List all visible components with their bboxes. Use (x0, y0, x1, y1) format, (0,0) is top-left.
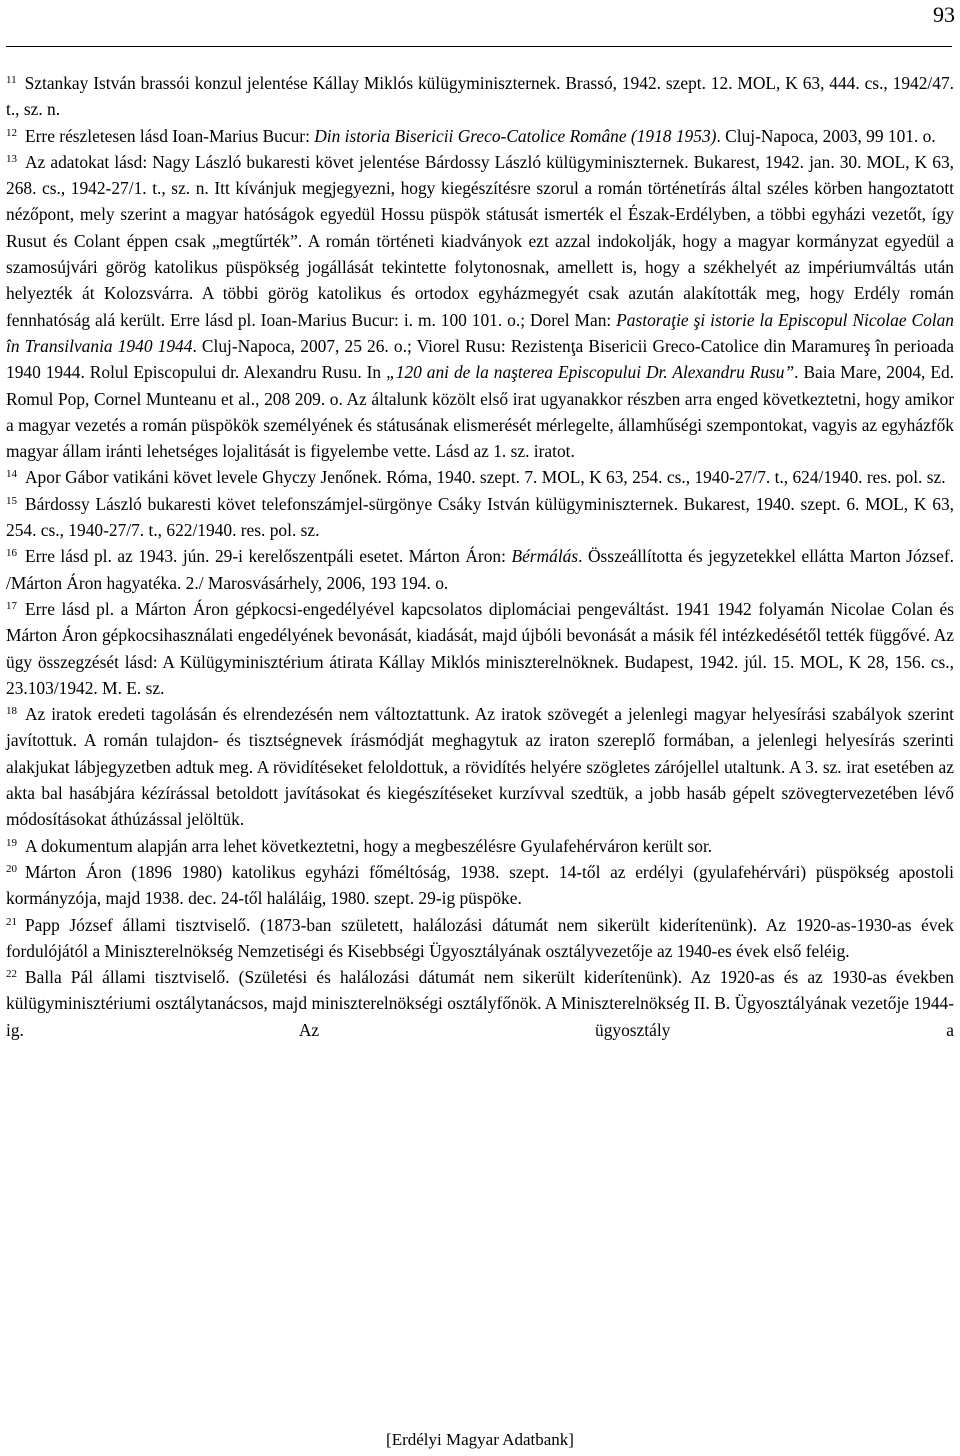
footnote (6, 859, 954, 912)
footnote-number: 12 (6, 126, 17, 139)
footnote (6, 491, 954, 544)
footnote-number: 17 (6, 599, 17, 612)
footnote-text: Márton Áron (1896 1980) katolikus egyházi főméltóság, 1938. szept. 14-től az erdélyi (gyulafehérvári) püspökség apostoli kormányzója, majd 1938. dec. 24-től haláláig, 1980. szept. 29-ig püspöke. (6, 861, 954, 909)
footnote (6, 964, 954, 1043)
footnote-separator (6, 46, 952, 47)
footnote-number: 15 (6, 494, 17, 507)
footnote-text: Erre részletesen lásd Ioan-Marius Bucur: Din istoria Bisericii Greco-Catolice Române (1918 1953). Cluj-Napoca, 2003, 99 101. o. (25, 125, 936, 146)
footnote-text: Sztankay István brassói konzul jelentése Kállay Miklós külügyminiszternek. Brassó, 1942. szept. 12. MOL, K 63, 444. cs., 1942/47. t., sz. n. (6, 73, 954, 120)
page-number: 93 (933, 2, 955, 27)
footnote (6, 149, 954, 465)
footnote-text: Papp József állami tisztviselő. (1873-ban született, halálozási dátumát nem sikerült kiderítenünk). Az 1920-as-1930-as évek fordulójától a Miniszterelnökség Nemzetiségi és Kisebbségi Ügyosztályának osztályvezetője az 1940-es évek első feléig. (6, 914, 954, 961)
footnote (6, 70, 954, 123)
footnote-text: Az iratok eredeti tagolásán és elrendezésén nem változtattunk. Az iratok szövegét a jelenlegi magyar helyesírási szabályok szerint javítottuk. A román tulajdon- és tisztségnevek írásmódját meghagytuk az iraton szereplő formában, a jelenlegi helyesírás szerinti alakjukat lábjegyzetben adtuk meg. A rövidítéseket feloldottuk, a rövidítés helyére szögletes zárójellel utaltunk. A 3. sz. irat esetében az akta bal hasábjára kézírással betoldott javításokat és kiegészítéseket kurzívval szedtük, a jobb hasáb gépelt szövegtervezetében lévő módosításokat áthúzással jelöltük. (6, 704, 954, 830)
footnote-number: 20 (6, 862, 17, 875)
footnote-text: Erre lásd pl. az 1943. jún. 29-i kerelőszentpáli esetet. Márton Áron: Bérmálás. Összeállította és jegyzetekkel ellátta Marton József. /Márton Áron hagyatéka. 2./ Marosvásárhely, 2006, 193 194. o. (6, 546, 954, 593)
footnote (6, 123, 954, 149)
footnote-number: 11 (6, 74, 17, 86)
footnote (6, 596, 954, 701)
footnote (6, 833, 954, 859)
footnote-text: Bárdossy László bukaresti követ telefonszámjel-sürgönye Csáky István külügyminiszternek. Bukarest, 1940. szept. 6. MOL, K 63, 254. cs., 1940-27/7. t., 622/1940. res. pol. sz. (6, 493, 954, 541)
footnote-number: 18 (6, 705, 17, 718)
footnote-number: 13 (6, 152, 17, 165)
footnote-number: 14 (6, 468, 17, 481)
footnote (6, 912, 954, 965)
footnote (6, 701, 954, 832)
footnote-text: Erre lásd pl. a Márton Áron gépkocsi-engedélyével kapcsolatos diplomáciai pengeváltást. 1941 1942 folyamán Nicolae Colan és Márton Áron gépkocsihasználati engedélyének bevonását, kiadását, majd újbóli bevonását a másik fél intézkedésétől tették függővé. Az ügy összegzését lásd: A Külügyminisztérium átirata Kállay Miklós miniszterelnöknek. Budapest, 1942. júl. 15. MOL, K 28, 156. cs., 23.103/1942. M. E. sz. (6, 598, 954, 698)
page-footer: [Erdélyi Magyar Adatbank] (386, 1430, 574, 1449)
footnotes (6, 70, 954, 1043)
footnote-number: 16 (6, 547, 17, 560)
footnote (6, 464, 954, 490)
footnote-text: A dokumentum alapján arra lehet következtetni, hogy a megbeszélésre Gyulafehérváron került sor. (25, 835, 713, 856)
footnote (6, 543, 954, 596)
footnote-text: Balla Pál állami tisztviselő. (Születési és halálozási dátumát nem sikerült kiderítenünk). Az 1920-as és az 1930-as években külügyminisztériumi osztálytanácsos, majd miniszterelnökségi osztályfőnök. A Miniszterelnökség II. B. Ügyosztályának vezetője 1944-ig. Az ügyosztály a (6, 967, 954, 1040)
footnote-number: 21 (6, 915, 17, 928)
footnote-number: 22 (6, 968, 17, 981)
footnote-text: Apor Gábor vatikáni követ levele Ghyczy Jenőnek. Róma, 1940. szept. 7. MOL, K 63, 254. cs., 1940-27/7. t., 624/1940. res. pol. sz. (25, 467, 946, 488)
footnote-number: 19 (6, 836, 17, 849)
footnote-text: Az adatokat lásd: Nagy László bukaresti követ jelentése Bárdossy László külügyminiszternek. Bukarest, 1942. jan. 30. MOL, K 63, 268. cs., 1942-27/1. t., sz. n. Itt kívánjuk megjegyezni, hogy kiegészítésre szorul a román történetírás által széles körben hangoztatott nézőpont, mely szerint a magyar hatóságok egyedül Hossu püspök státusát ismerték el Észak-Erdélyben, a többi egyházi vezetőt, így Rusut és Colant éppen csak „megtűrték”. A román történeti kiadványok ezt azzal indokolják, hogy a magyar kormányzat egyedül a szamosújvári görög katolikus püspökség jogállását tekintette folytonosnak, amellett is, hogy a székhelyét az impériumváltás után helyezték át Kolozsvárra. A többi görög katolikus és ortodox egyházmegyét csak azután alakították meg, hogy Erdély román fennhatóság alá került. Erre lásd pl. Ioan-Marius Bucur: i. m. 100 101. o.; Dorel Man: Pastoraţie şi istorie la Episcopul Nicolae Colan în Transilvania 1940 1944. Cluj-Napoca, 2007, 25 26. o.; Viorel Rusu: Rezistenţa Bisericii Greco-Catolice din Maramureş în perioada 1940 1944. Rolul Episcopului dr. Alexandru Rusu. In „120 ani de la naşterea Episcopului Dr. Alexandru Rusu”. Baia Mare, 2004, Ed. Romul Pop, Cornel Munteanu et al., 208 209. o. Az általunk közölt első irat ugyanakkor részben arra enged következtetni, hogy amikor a magyar vezetés a román püspökök személyének és státusának elismerését mérlegelte, államhűségi szempontokat, vagyis az egyházfők magyar állam iránti lehetséges lojalitását is figyelembe vette. Lásd az 1. sz. iratot. (6, 151, 955, 462)
